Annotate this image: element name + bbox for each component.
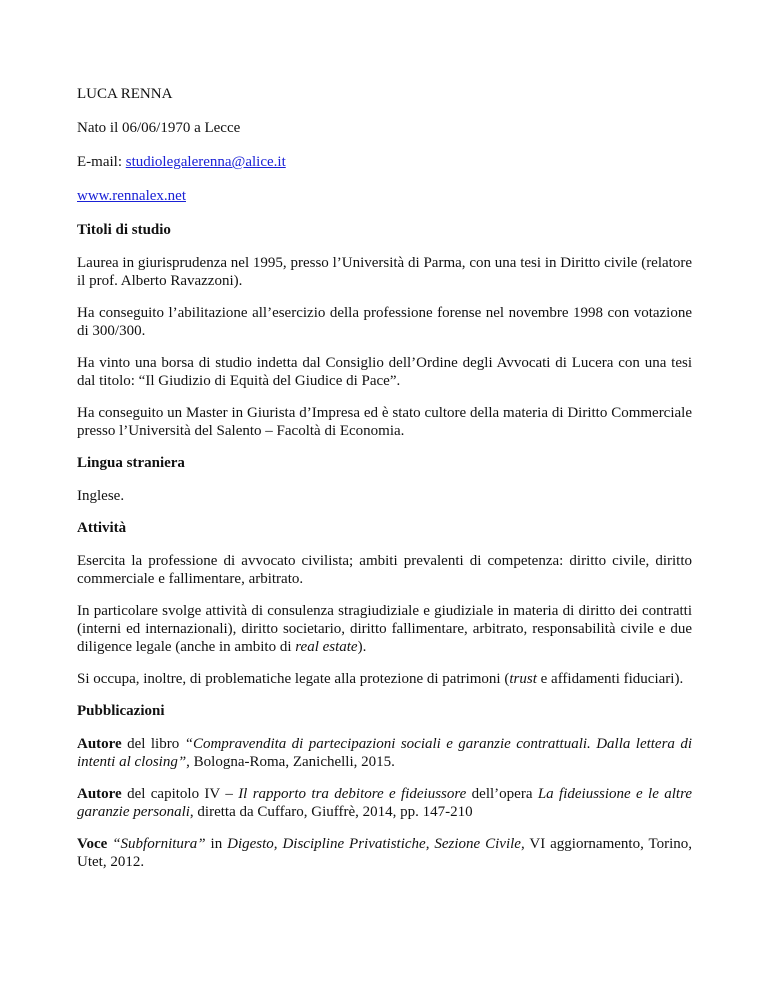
email-line	[77, 153, 692, 171]
attivita-p3-italic: trust	[509, 671, 537, 687]
publication-title: “Subfornitura”	[112, 836, 206, 852]
titoli-paragraph-4: Ha conseguito un Master in Giurista d’Impresa ed è stato cultore della materia di Diritto Commerciale presso l’Università del Salento – Facoltà di Economia.	[77, 405, 692, 439]
email-link[interactable]: studiolegalerenna@alice.it	[125, 154, 286, 170]
publication-title: “Compravendita di partecipazioni sociali e garanzie contrattuali. Dalla lettera di intenti al closing”	[77, 736, 693, 770]
publication-work: Digesto, Discipline Privatistiche, Sezione Civile	[227, 836, 521, 852]
publication-text: , VI aggiornamento, Torino, Utet, 2012.	[77, 836, 693, 870]
attivita-p3-text-a: Si occupa, inoltre, di problematiche legate alla protezione di patrimoni (	[77, 671, 510, 687]
publication-role: Autore	[77, 736, 122, 752]
heading-attivita: Attività	[77, 520, 127, 536]
publication-text: , diretta da Cuffaro, Giuffrè, 2014, pp. 147-210	[189, 804, 473, 820]
publication-text: , Bologna-Roma, Zanichelli, 2015.	[186, 754, 395, 770]
publication-role: Voce	[77, 836, 108, 852]
heading-pubblicazioni: Pubblicazioni	[77, 703, 165, 719]
website-line	[77, 187, 692, 205]
titoli-paragraph-3: Ha vinto una borsa di studio indetta dal Consiglio dell’Ordine degli Avvocati di Lucera con una tesi dal titolo: “Il Giudizio di Equità del Giudice di Pace”.	[77, 355, 692, 389]
publication-title: Il rapporto tra debitore e fideiussore	[238, 786, 467, 802]
publication-text: del capitolo IV –	[121, 786, 239, 802]
website-link[interactable]: www.rennalex.net	[77, 188, 186, 204]
attivita-p2-italic: real estate	[295, 639, 358, 655]
publication-text: dell’opera	[466, 786, 538, 802]
attivita-p2-text-c: ).	[357, 639, 367, 655]
publication-item	[77, 735, 692, 771]
lingua-text: Inglese.	[77, 488, 125, 504]
titoli-paragraph-2: Ha conseguito l’abilitazione all’esercizio della professione forense nel novembre 1998 con votazione di 300/300.	[77, 305, 692, 339]
titoli-paragraph-1: Laurea in giurisprudenza nel 1995, presso l’Università di Parma, con una tesi in Diritto civile (relatore il prof. Alberto Ravazzoni).	[77, 255, 692, 289]
birth-info: Nato il 06/06/1970 a Lecce	[77, 120, 241, 136]
attivita-p2-text-a: In particolare svolge attività di consulenza stragiudiziale e giudiziale in materia di diritto dei contratti (interni ed internazionali), diritto societario, diritto fallimentare, arbitrato, responsabilità civile e due diligence legale (anche in ambito di	[77, 603, 692, 655]
publication-item	[77, 835, 692, 871]
heading-titoli: Titoli di studio	[77, 222, 171, 238]
publication-text: del libro	[121, 736, 185, 752]
heading-lingua: Lingua straniera	[77, 455, 185, 471]
email-label: E-mail:	[77, 154, 126, 170]
publication-role: Autore	[77, 786, 122, 802]
attivita-paragraph-1: Esercita la professione di avvocato civilista; ambiti prevalenti di competenza: diritto civile, diritto commerciale e fallimentare, arbitrato.	[77, 553, 692, 587]
cv-document	[77, 85, 692, 885]
attivita-p3-text-c: e affidamenti fiduciari).	[536, 671, 684, 687]
attivita-paragraph-2	[77, 602, 692, 656]
publication-text: in	[205, 836, 228, 852]
publication-item	[77, 785, 692, 821]
person-name: LUCA RENNA	[77, 86, 173, 102]
attivita-paragraph-3	[77, 670, 692, 688]
publication-work: La fideiussione e le altre garanzie personali	[77, 786, 693, 820]
